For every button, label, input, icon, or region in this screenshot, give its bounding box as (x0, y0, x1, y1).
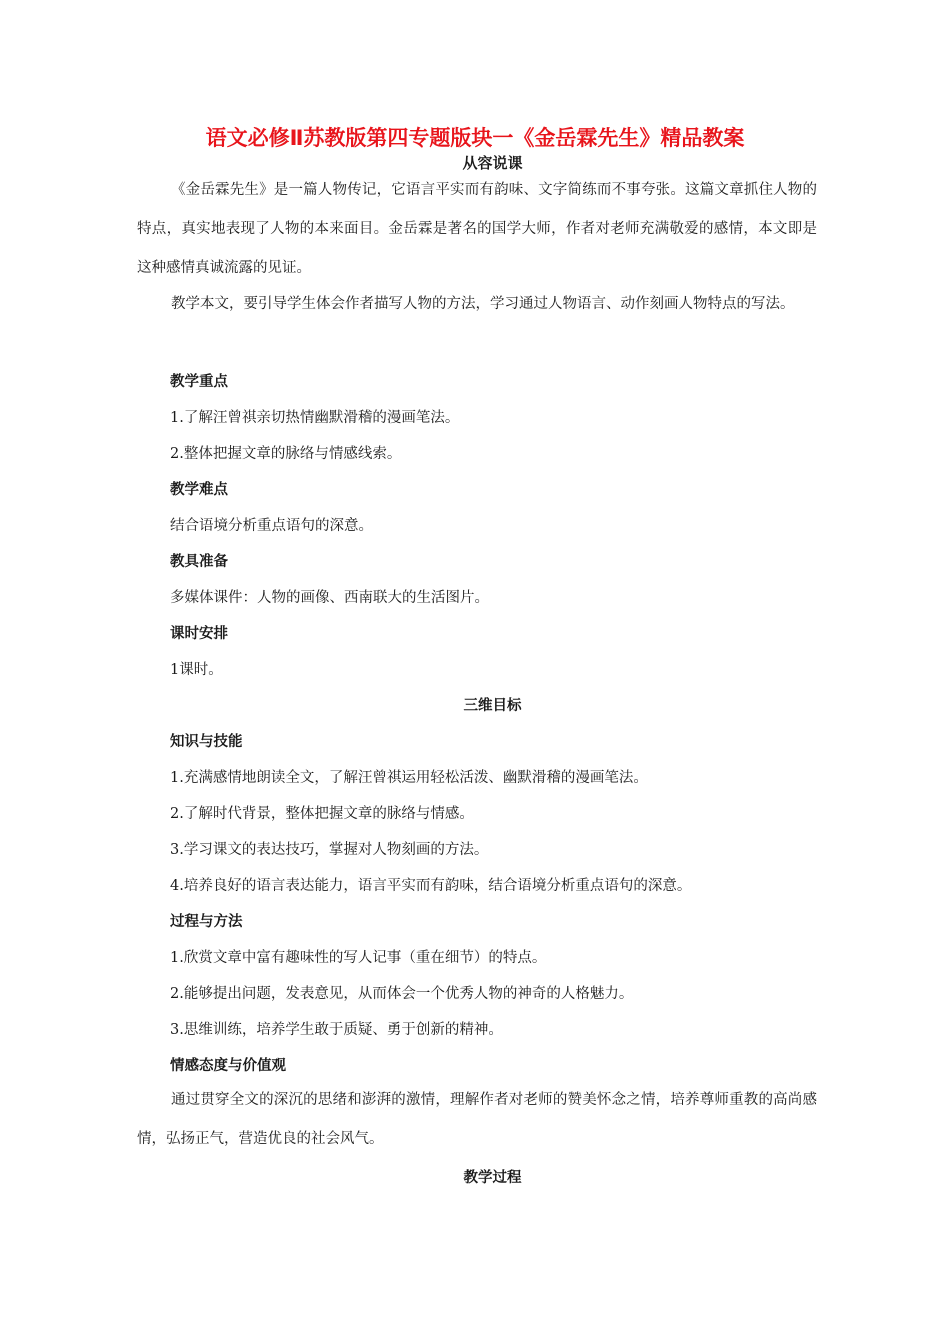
heading-teaching-process: 教学过程 (463, 1170, 522, 1186)
heading-emotion-values: 情感态度与价值观 (170, 1058, 286, 1074)
intro-paragraph: 《金岳霖先生》是一篇人物传记，它语言平实而有韵味、文字简练而不事夸张。这篇文章抓住人物的特点，真实地表现了人物的本来面目。金岳霖是著名的国学大师，作者对老师充满敬爱的感情，本文即是这种感情真诚流露的见证。 (137, 182, 817, 276)
heading-difficult-points: 教学难点 (170, 482, 228, 498)
list-item: 1.欣赏文章中富有趣味性的写人记事（重在细节）的特点。 (170, 950, 547, 966)
heading-schedule: 课时安排 (170, 626, 228, 642)
section-title-lecture: 从容说课 (462, 154, 523, 172)
list-item: 2.了解时代背景，整体把握文章的脉络与情感。 (170, 806, 474, 822)
heading-objectives: 三维目标 (463, 698, 522, 714)
list-item: 4.培养良好的语言表达能力，语言平实而有韵味，结合语境分析重点语句的深意。 (170, 878, 692, 894)
heading-knowledge-skills: 知识与技能 (170, 734, 243, 750)
schedule-text: 1课时。 (170, 662, 223, 678)
list-item: 2.整体把握文章的脉络与情感线索。 (170, 446, 402, 462)
materials-text: 多媒体课件：人物的画像、西南联大的生活图片。 (170, 590, 489, 606)
heading-process-method: 过程与方法 (170, 914, 243, 930)
intro-paragraph: 教学本文，要引导学生体会作者描写人物的方法，学习通过人物语言、动作刻画人物特点的写法。 (171, 296, 795, 312)
heading-materials: 教具准备 (170, 554, 228, 570)
list-item: 1.充满感情地朗读全文，了解汪曾祺运用轻松活泼、幽默滑稽的漫画笔法。 (170, 770, 648, 786)
list-item: 3.学习课文的表达技巧，掌握对人物刻画的方法。 (170, 842, 489, 858)
difficult-points-text: 结合语境分析重点语句的深意。 (170, 518, 373, 534)
list-item: 3.思维训练，培养学生敢于质疑、勇于创新的精神。 (170, 1022, 503, 1038)
document-title: 语文必修Ⅱ苏教版第四专题版块一《金岳霖先生》精品教案 (205, 126, 745, 150)
emotion-paragraph: 通过贯穿全文的深沉的思绪和澎湃的激情，理解作者对老师的赞美怀念之情，培养尊师重教的高尚感情，弘扬正气，营造优良的社会风气。 (137, 1092, 817, 1147)
list-item: 2.能够提出问题，发表意见，从而体会一个优秀人物的神奇的人格魅力。 (170, 986, 634, 1002)
heading-key-points: 教学重点 (170, 374, 228, 390)
list-item: 1.了解汪曾祺亲切热情幽默滑稽的漫画笔法。 (170, 410, 460, 426)
